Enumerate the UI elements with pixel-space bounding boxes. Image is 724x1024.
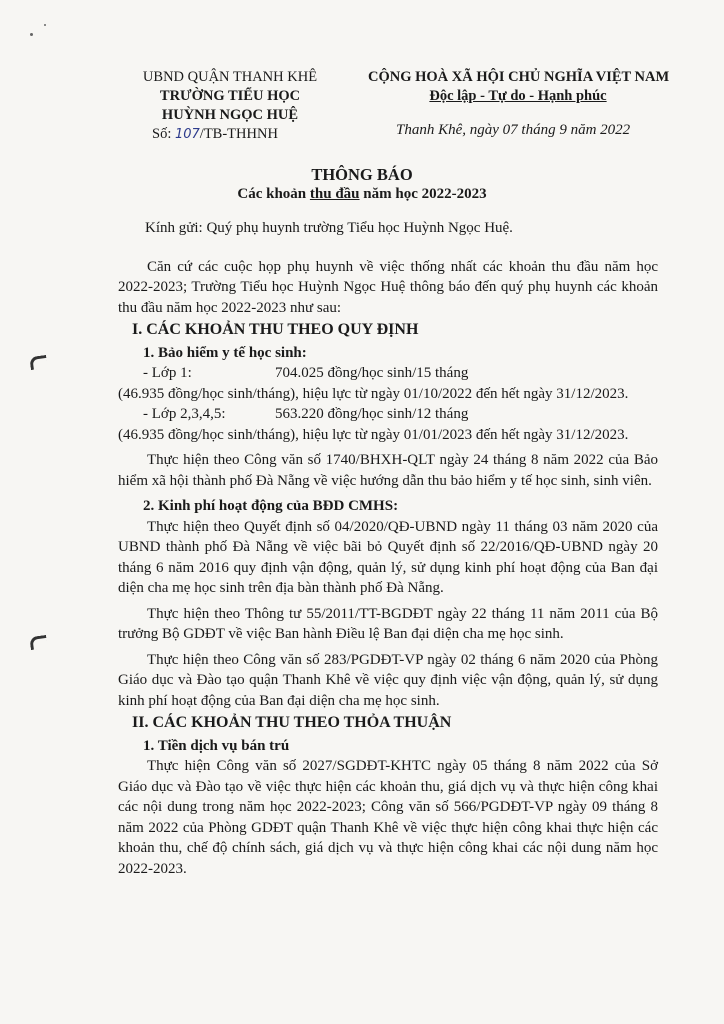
section1-sub2-heading: 2. Kinh phí hoạt động của BĐD CMHS: xyxy=(143,498,399,514)
fund-paragraph: Thực hiện theo Công văn số 283/PGDĐT-VP ngày 02 tháng 6 năm 2020 của Phòng Giáo dục và Đào tạo quận Thanh Khê về việc quy định việc vận động, quản lý, sử dụng kinh phí hoạt động của Ban đại diện cha mẹ học sinh. xyxy=(118,651,658,709)
punch-hole-mark xyxy=(29,635,48,650)
issuer-school-line1: TRƯỜNG TIỂU HỌC xyxy=(159,88,301,104)
row-value: 704.025 đồng/học sinh/15 tháng xyxy=(275,365,469,381)
row-detail: (46.935 đồng/học sinh/tháng), hiệu lực từ ngày 01/01/2023 đến hết ngày 31/12/2023. xyxy=(118,426,629,443)
subtitle-pre: Các khoản xyxy=(237,186,310,202)
national-motto: Độc lập - Tự do - Hạnh phúc xyxy=(429,88,607,104)
row-label: - Lớp 2,3,4,5: xyxy=(143,406,226,422)
national-header xyxy=(368,68,668,106)
insurance-row-grade1 xyxy=(118,363,658,384)
section2-heading: II. CÁC KHOẢN THU THEO THỎA THUẬN xyxy=(132,714,452,731)
scan-speck xyxy=(44,24,46,26)
document-subtitle xyxy=(0,186,724,203)
place-date: Thanh Khê, ngày 07 tháng 9 năm 2022 xyxy=(396,122,631,138)
document-number-handwritten: 107 xyxy=(174,127,200,142)
subtitle-underlined: thu đầu xyxy=(309,186,360,202)
document-title: THÔNG BÁO xyxy=(311,165,413,184)
subtitle-post: năm học 2022-2023 xyxy=(359,186,487,202)
row-detail: (46.935 đồng/học sinh/tháng), hiệu lực từ ngày 01/10/2022 đến hết ngày 31/12/2023. xyxy=(118,385,629,402)
greeting: Kính gửi: Quý phụ huynh trường Tiểu học Huỳnh Ngọc Huệ. xyxy=(145,220,513,236)
section1-heading: I. CÁC KHOẢN THU THEO QUY ĐỊNH xyxy=(132,321,419,338)
scan-speck xyxy=(30,33,33,36)
country-name: CỘNG HOÀ XÃ HỘI CHỦ NGHĨA VIỆT NAM xyxy=(368,69,670,85)
document-number-suffix: /TB-THHNH xyxy=(199,126,278,142)
document-number xyxy=(130,125,330,144)
insurance-basis: Thực hiện theo Công văn số 1740/BHXH-QLT ngày 24 tháng 8 năm 2022 của Bảo hiểm xã hội thành phố Đà Nẵng về việc hướng dẫn thu bảo hiểm y tế học sinh, sinh viên. xyxy=(118,452,658,489)
issuer-school-line2: HUỲNH NGỌC HUỆ xyxy=(161,107,299,123)
fund-paragraph: Thực hiện theo Quyết định số 04/2020/QĐ-UBND ngày 11 tháng 03 năm 2020 của UBND thành phố Đà Nẵng về việc bãi bỏ Quyết định số 22/2016/QĐ-UBND ngày 20 tháng 6 năm 2016 quy định vận động, quản lý, sử dụng kinh phí hoạt động của Ban đại diện cha mẹ học sinh trên địa bàn thành phố Đà Nẵng. xyxy=(118,518,658,596)
row-label: - Lớp 1: xyxy=(143,365,192,381)
section1-sub1-heading: 1. Bảo hiểm y tế học sinh: xyxy=(143,344,307,361)
row-value: 563.220 đồng/học sinh/12 tháng xyxy=(275,406,469,422)
issuer-block xyxy=(130,68,330,144)
insurance-row-grade2-5 xyxy=(118,404,658,425)
issuer-org: UBND QUẬN THANH KHÊ xyxy=(142,69,318,85)
document-body xyxy=(118,218,658,879)
punch-hole-mark xyxy=(29,355,48,370)
boarding-paragraph: Thực hiện Công văn số 2027/SGDĐT-KHTC ngày 05 tháng 8 năm 2022 của Sở Giáo dục và Đào tạo về việc thực hiện các khoản thu, giá dịch vụ và thực hiện công khai các nội dung trong năm học 2022-2023; Công văn số 566/PGDĐT-VP ngày 09 tháng 8 năm 2022 của Phòng GDĐT quận Thanh Khê về việc thực hiện công khai thực hiện các khoản thu, chế độ chính sách, giá dịch vụ và thực hiện công khai các nội dung năm học 2022-2023. xyxy=(118,758,658,877)
fund-paragraph: Thực hiện theo Thông tư 55/2011/TT-BGDĐT ngày 22 tháng 11 năm 2011 của Bộ trưởng Bộ GDĐT về việc Ban hành Điều lệ Ban đại diện cha mẹ học sinh. xyxy=(118,605,658,642)
section2-sub1-heading: 1. Tiền dịch vụ bán trú xyxy=(143,737,290,754)
intro-paragraph: Căn cứ các cuộc họp phụ huynh về việc thống nhất các khoản thu đầu năm học 2022-2023; Trường Tiểu học Huỳnh Ngọc Huệ thông báo đến quý phụ huynh các khoản thu đầu năm học 2022-2023 như sau: xyxy=(118,258,658,316)
document-number-prefix: Số: xyxy=(152,126,172,142)
